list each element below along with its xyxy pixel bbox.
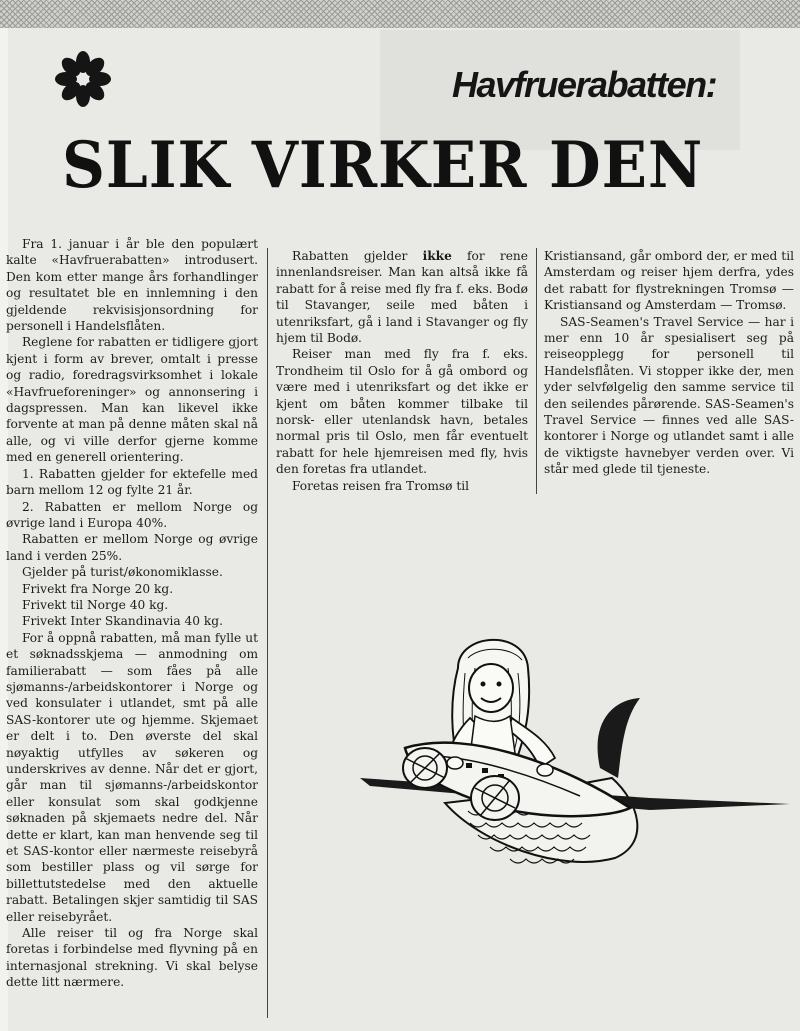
paragraph: Kristiansand, går ombord der, er med til Amsterdam og reiser hjem derfra, ydes det rabatt for flystrekningen Tromsø — Kristiansand og Amsterdam — Tromsø. [544, 249, 794, 313]
paragraph: Foretas reisen fra Tromsø til [292, 478, 470, 493]
article-kicker: Havfruerabatten: [452, 64, 717, 105]
halftone-top-band [0, 0, 800, 28]
paragraph: Alle reiser til og fra Norge skal foretas i forbindelse med flyvning på en internasjonal strekning. Vi skal belyse dette litt nærmere. [6, 926, 258, 990]
paragraph: Rabatten er mellom Norge og øvrige land i verden 25%. [6, 532, 258, 563]
asterisk-flower-icon [52, 48, 114, 110]
paragraph: 2. Rabatten er mellom Norge og øvrige land i Europa 40%. [6, 499, 258, 530]
paragraph: 1. Rabatten gjelder for ektefelle med barn mellom 12 og fylte 21 år. [6, 466, 258, 498]
mermaid-airplane-illustration [350, 628, 800, 908]
paragraph: Gjelder på turist/økonomiklasse. [22, 565, 223, 580]
column-rule-left [267, 248, 268, 1018]
paragraph: SAS-Seamen's Travel Service — har i mer enn 10 år spesialisert seg på reiseopplegg for personell til Handelsflåten. Vi stopper ikke der, men yder selvfølgelig den samme service til den seilendes pårørende. SAS-Seamen's Travel Service — finnes ved alle SAS-kontorer i Norge og utlandet samt i alle de viktigste havnebyer verden over. Vi står med glede til tjeneste. [544, 314, 794, 477]
article-column-1 [6, 236, 258, 991]
emphasis: ikke [422, 249, 452, 263]
article-column-2 [276, 248, 528, 494]
article-column-3 [544, 248, 794, 478]
article-headline: SLIK VIRKER DEN [62, 128, 704, 203]
paragraph: For å oppnå rabatten, må man fylle ut et søknadsskjema — anmodning om familierabatt — som fåes på alle sjømanns-/arbeidskontorer i Norge og ved konsulater i utlandet, smt på alle SAS-kontorer ute og hjemme. Skjemaet er delt i to. Den øverste del skal nøyaktig utfylles av søkeren og underskrives av denne. Når det er gjort, går man til sjømanns-/arbeidskontor eller konsulat som skal godkjenne søknaden på skjemaets nedre del. Når dette er klart, kan man henvende seg til et SAS-kontor eller nærmeste reisebyrå som bestiller plass og vil sørge for billettutstedelse med den aktuelle rabatt. Betalingen skjer samtidig til SAS eller reisebyrået. [6, 630, 258, 924]
text-run: for rene innenlandsreiser. Man kan altså ikke få rabatt for å reise med fly fra f. eks. Bodø til Stavanger, seile med båten i utenriksfart, gå i land i Stavanger og fly hjem til Bodø. [276, 249, 528, 346]
text-run: Rabatten gjelder [292, 249, 408, 263]
paragraph: Reglene for rabatten er tidligere gjort kjent i form av brever, omtalt i presse og radio, foredragsvirksomhet i lokale «Havfrueforeninger» og annonsering i dagspressen. Man kan likevel ikke forvente at man på denne måten skal nå alle, og vi ville derfor gjerne komme med en generell orientering. [6, 335, 258, 465]
paragraph: Frivekt til Norge 40 kg. [22, 597, 169, 612]
paragraph [276, 248, 528, 346]
paragraph: Reiser man med fly fra f. eks. Trondheim til Oslo for å gå ombord og være med i utenriksfart og det ikke er kjent om båten kommer tilbake til norsk- eller utenlandsk havn, betales normal pris til Oslo, men får eventuelt rabatt for hele hjemreisen med fly, hvis den foretas fra utlandet. [276, 347, 528, 477]
column-rule-right [536, 248, 537, 494]
paragraph: Frivekt fra Norge 20 kg. [22, 581, 174, 596]
paragraph: Frivekt Inter Skandinavia 40 kg. [22, 614, 223, 629]
paragraph: Fra 1. januar i år ble den populært kalte «Havfruerabatten» introdusert. Den kom etter mange års forhandlinger og resultatet ble en innlemning i den gjeldende rekvisisjonsordning for personell i Handelsflåten. [6, 237, 258, 334]
